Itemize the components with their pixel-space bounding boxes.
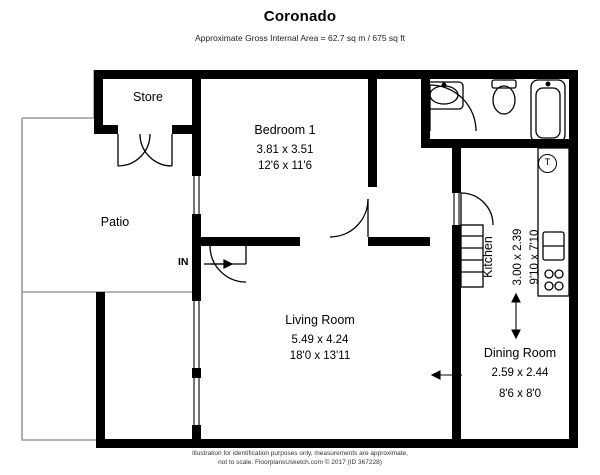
room-label-patio: Patio (100, 215, 130, 229)
room-dim-metric-bedroom-1: 3.81 x 3.51 (256, 144, 314, 156)
door-symbols (118, 85, 493, 282)
room-dim-imperial-living-room: 18'0 x 13'11 (289, 350, 351, 362)
footer-line-2: not to scale. FloorplansUsketch.com © 2017 (ID 367228) (218, 459, 382, 466)
page-title: Coronado (263, 8, 337, 25)
thermostat-badge: T (538, 154, 557, 173)
entrance-arrow (204, 260, 232, 268)
room-dim-metric-kitchen: 3.00 x 2.39 (512, 228, 524, 286)
footer-note (0, 449, 600, 467)
footer-line-1: Illustration for identification purposes only, measurements are approximate, (192, 450, 408, 457)
area-subtitle: Approximate Gross Internal Area = 62.7 sq m / 675 sq ft (194, 33, 405, 43)
bathroom-fixtures (425, 80, 565, 142)
room-label-bedroom-1: Bedroom 1 (254, 123, 316, 137)
room-dim-metric-dining-room: 2.59 x 2.44 (491, 367, 549, 379)
entrance-label: IN (178, 256, 189, 268)
room-label-store: Store (133, 90, 163, 104)
room-dim-metric-living-room: 5.49 x 4.24 (291, 334, 349, 346)
room-label-living-room: Living Room (285, 313, 355, 327)
room-label-kitchen: Kitchen (481, 236, 495, 278)
room-dim-imperial-dining-room: 8'6 x 8'0 (498, 388, 542, 400)
room-dim-imperial-bedroom-1: 12'6 x 11'6 (257, 160, 313, 172)
room-dim-imperial-kitchen: 9'10 x 7'10 (529, 229, 541, 285)
living-room-left-wall (192, 246, 201, 440)
room-label-dining-room: Dining Room (483, 346, 557, 360)
